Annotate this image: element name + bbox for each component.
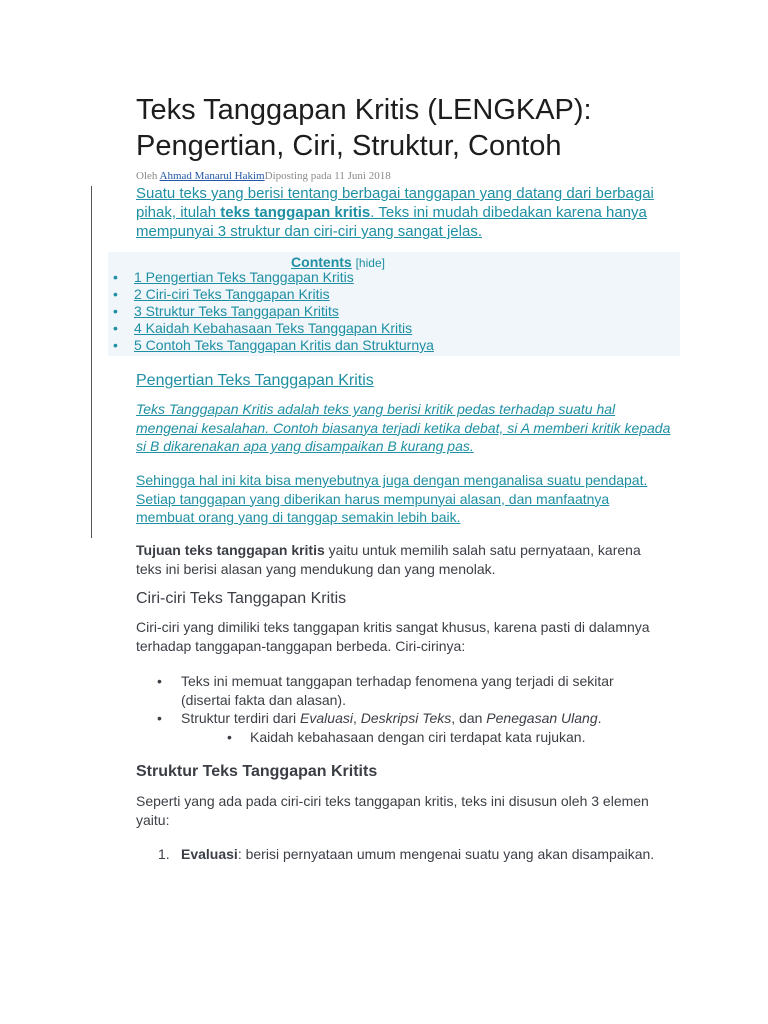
features-paragraph: Ciri-ciri yang dimiliki teks tanggapan kritis sangat khusus, karena pasti di dalamnya terhadap tanggapan-tanggapan berbeda. Ciri-cirinya: xyxy=(136,619,650,654)
separator: , dan xyxy=(451,710,487,726)
intro-text-after: . Teks ini mudah dibedakan karena hanya mempunyai 3 struktur dan ciri-ciri yang sangat jelas. xyxy=(136,204,647,240)
bullet-icon: • xyxy=(157,710,162,726)
toc-list xyxy=(108,269,434,354)
bullet-icon: • xyxy=(113,286,118,302)
list-item-text: Kaidah kebahasaan dengan ciri terdapat kata rujukan. xyxy=(250,728,586,745)
bullet-icon: • xyxy=(113,303,118,319)
list-item-text: : berisi pernyataan umum mengenai suatu yang akan disampaikan. xyxy=(237,846,655,862)
article-title: Teks Tanggapan Kritis (LENGKAP): Pengertian, Ciri, Struktur, Contoh xyxy=(136,94,592,162)
term-evaluasi: Evaluasi xyxy=(300,710,353,726)
structure-paragraph: Seperti yang ada pada ciri-ciri teks tanggapan kritis, teks ini disusun oleh 3 elemen yaitu: xyxy=(136,793,649,828)
toc-title: Contents xyxy=(291,254,352,270)
bullet-icon: • xyxy=(157,673,162,689)
list-item xyxy=(136,709,656,728)
separator: , xyxy=(352,710,361,726)
toc-item-1[interactable] xyxy=(108,269,434,286)
section-heading-pengertian: Pengertian Teks Tanggapan Kritis xyxy=(136,372,374,389)
period: . xyxy=(597,710,602,726)
list-item xyxy=(136,728,656,747)
toc-header xyxy=(108,254,568,270)
bullet-icon: • xyxy=(227,728,232,745)
toc-item-5[interactable] xyxy=(108,337,434,354)
term-evaluasi-bold: Evaluasi xyxy=(181,846,238,862)
bullet-icon: • xyxy=(113,269,118,285)
intro-bold-term: teks tanggapan kritis xyxy=(220,204,371,221)
bullet-icon: • xyxy=(113,337,118,353)
term-deskripsi: Deskripsi Teks xyxy=(360,710,452,726)
definition-paragraph: Teks Tanggapan Kritis adalah teks yang berisi kritik pedas terhadap suatu hal mengenai kesalahan. Contoh biasanya terjadi ketika debat, si A memberi kritik kepada si B dikarenakan apa yang disampaikan B kurang pas. xyxy=(136,401,671,454)
intro-paragraph xyxy=(136,184,676,241)
list-item-text: Teks ini memuat tanggapan terhadap fenomena yang terjadi di sekitar (disertai fakta dan alasan). xyxy=(181,673,614,708)
toc-item-label: 1 Pengertian Teks Tanggapan Kritis xyxy=(134,269,354,285)
features-list xyxy=(136,672,656,746)
post-date: Diposting pada 11 Juni 2018 xyxy=(264,170,391,182)
toc-item-label: 2 Ciri-ciri Teks Tanggapan Kritis xyxy=(134,286,330,302)
section-heading-ciri: Ciri-ciri Teks Tanggapan Kritis xyxy=(136,590,347,607)
byline-prefix: Oleh xyxy=(136,170,160,182)
toc-item-4[interactable] xyxy=(108,320,434,337)
term-penegasan: Penegasan Ulang xyxy=(486,710,598,726)
toc-item-2[interactable] xyxy=(108,286,434,303)
structure-list xyxy=(136,845,656,864)
toc-item-3[interactable] xyxy=(108,303,434,320)
intro-text-before: Suatu teks yang berisi tentang berbagai tanggapan yang datang dari berbagai pihak, itulah xyxy=(136,185,654,221)
toc-hide-toggle[interactable]: [hide] xyxy=(355,256,385,270)
toc-item-label: 3 Struktur Teks Tanggapan Kritits xyxy=(134,303,339,319)
table-of-contents xyxy=(108,252,680,356)
list-item-text-start: Struktur terdiri dari xyxy=(181,710,301,726)
purpose-text: yaitu untuk memilih salah satu pernyataan, karena teks ini berisi alasan yang mendukung dan yang menolak. xyxy=(136,542,641,577)
margin-rule xyxy=(91,186,92,538)
author-link[interactable]: Ahmad Manarul Hakim xyxy=(159,170,265,182)
toc-item-label: 4 Kaidah Kebahasaan Teks Tanggapan Kritis xyxy=(134,320,413,336)
list-number: 1. xyxy=(158,846,170,862)
bullet-icon: • xyxy=(113,320,118,336)
purpose-bold-term: Tujuan teks tanggapan kritis xyxy=(136,542,325,558)
analysis-paragraph: Sehingga hal ini kita bisa menyebutnya juga dengan menganalisa suatu pendapat. Setiap tanggapan yang diberikan harus mempunyai alasan, dan manfaatnya membuat orang yang di tanggap semakin lebih baik. xyxy=(136,472,648,525)
purpose-paragraph xyxy=(136,541,656,578)
toc-item-label: 5 Contoh Teks Tanggapan Kritis dan Strukturnya xyxy=(134,337,434,353)
list-item xyxy=(136,845,656,864)
section-heading-struktur: Struktur Teks Tanggapan Kritits xyxy=(136,763,378,780)
list-item xyxy=(136,672,656,709)
byline xyxy=(136,170,391,182)
